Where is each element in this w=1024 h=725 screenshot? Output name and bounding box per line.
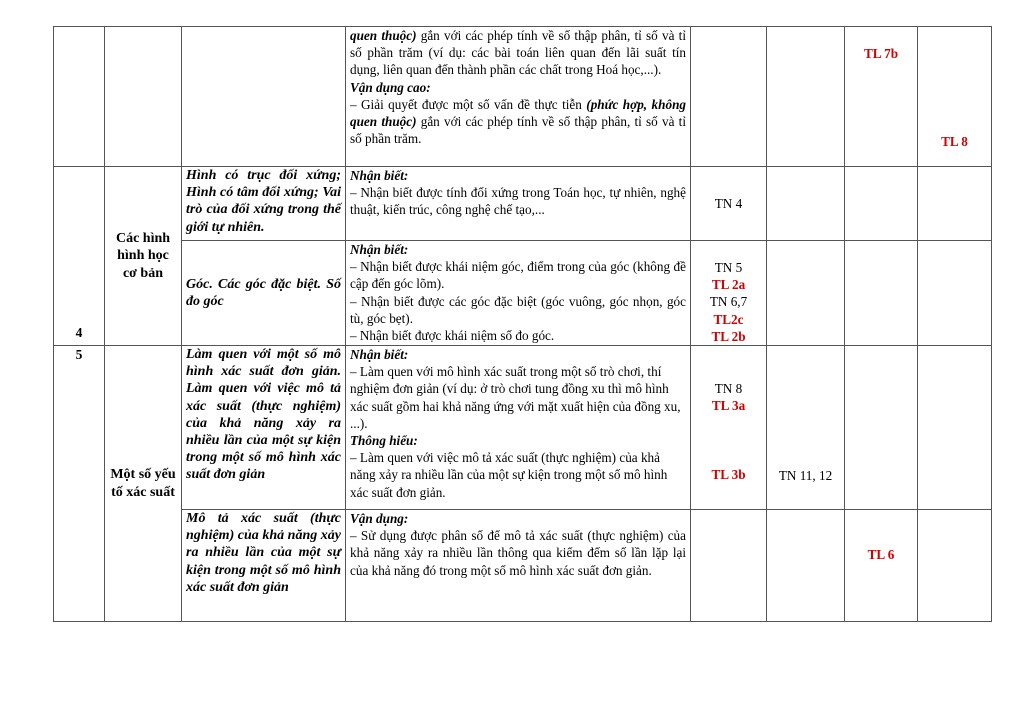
stt-cell: 5 (54, 346, 105, 622)
requirement-text: – Sử dụng được phân số để mô tả xác suất (thực nghiệm) của khả năng xảy ra nhiều lần thông qua kiểm đếm số lần lặp lại của khả năng đó trong một số mô hình xác suất đơn giản. (350, 528, 686, 578)
level-label: Nhận biết: (350, 168, 409, 183)
level-2-cell (767, 27, 845, 167)
table-row (54, 241, 992, 346)
content-cell: Góc. Các góc đặc biệt. Số đo góc (182, 241, 346, 346)
question-code: TL 8 (941, 134, 968, 149)
level-3-cell (845, 241, 918, 346)
question-code: TL2c (713, 311, 744, 327)
level-label: Vận dụng: (350, 511, 409, 527)
stt-cell: 4 (54, 167, 105, 346)
level-label: Thông hiểu: (350, 433, 418, 449)
question-code: TL 3b (711, 467, 746, 483)
table-row (54, 167, 992, 241)
level-1-cell (691, 510, 767, 622)
requirement-text: – Nhận biết được khái niệm số đo góc. (350, 328, 555, 344)
content-cell: Làm quen với một số mô hình xác suất đơn giản. Làm quen với việc mô tả xác suất (thực nghiệm) của khả năng xảy ra nhiều lần của một sự kiện trong một số mô hình xác suất đơn giản (182, 346, 346, 510)
stt-cell (54, 27, 105, 167)
assessment-matrix-table (53, 26, 992, 622)
requirement-text: gắn với các phép tính về số thập phân, tỉ số và tỉ số phần trăm (ví dụ: các bài toán liên quan đến lãi suất tín dụng, liên quan đến thành phần các chất trong Hoá học,...). (350, 28, 686, 78)
requirement-cell (346, 27, 691, 167)
content-cell (182, 27, 346, 167)
table-row (54, 346, 992, 510)
question-code: TN 4 (714, 195, 743, 211)
level-label: Nhận biết: (350, 347, 409, 363)
question-code: TN 8 (714, 381, 743, 397)
level-4-cell (918, 510, 992, 622)
requirement-text: – Giải quyết được một số vấn đề thực tiễn (350, 96, 587, 112)
level-2-cell (767, 510, 845, 622)
topic-cell: Một số yếu tố xác suất (105, 346, 182, 622)
level-4-cell (918, 346, 992, 510)
level-4-cell (918, 241, 992, 346)
level-1-cell (691, 27, 767, 167)
topic-cell: Các hình hình học cơ bản (105, 167, 182, 346)
content-cell: Mô tả xác suất (thực nghiệm) của khả năng xảy ra nhiều lần của một sự kiện trong một số mô hình xác suất đơn giản (182, 510, 346, 622)
requirement-cell (346, 346, 691, 510)
level-3-cell (845, 346, 918, 510)
requirement-text: – Nhận biết được khái niệm góc, điểm trong của góc (không đề cập đến góc lõm). (350, 259, 686, 292)
requirement-text: – Nhận biết được các góc đặc biệt (góc vuông, góc nhọn, góc tù, góc bẹt). (350, 293, 686, 326)
level-1-cell (691, 167, 767, 241)
table-row (54, 27, 992, 167)
question-code: TL 3a (711, 398, 746, 414)
table-row (54, 510, 992, 622)
level-3-cell (845, 510, 918, 622)
content-cell: Hình có trục đối xứng; Hình có tâm đối xứng; Vai trò của đối xứng trong thế giới tự nhiên. (182, 167, 346, 241)
requirement-cell (346, 167, 691, 241)
level-label: Vận dụng cao: (350, 79, 431, 95)
requirement-text: – Nhận biết được tính đối xứng trong Toán học, tự nhiên, nghệ thuật, kiến trúc, công nghệ chế tạo,... (350, 185, 686, 218)
requirement-cell (346, 510, 691, 622)
level-1-cell (691, 241, 767, 346)
question-code: TN 6,7 (709, 294, 748, 310)
level-2-cell (767, 167, 845, 241)
level-3-cell (845, 167, 918, 241)
question-code: TL 6 (867, 547, 895, 563)
requirement-emphasis: (phức hợp, không quen thuộc) (350, 96, 686, 130)
topic-cell (105, 27, 182, 167)
level-label: Nhận biết: (350, 242, 409, 257)
requirement-text: gắn với các phép tính về số thập phân, tỉ số và tỉ số phần trăm. (350, 114, 686, 147)
level-4-cell (918, 167, 992, 241)
level-4-cell (918, 27, 992, 167)
question-code: TN 5 (714, 260, 743, 275)
requirement-text: – Làm quen với việc mô tả xác suất (thực nghiệm) của khả năng xảy ra nhiều lần của một sự kiện trong một số mô hình xác suất đơn giản. (350, 450, 668, 500)
level-3-cell (845, 27, 918, 167)
level-2-cell (767, 241, 845, 346)
question-code: TN 11, 12 (778, 468, 833, 484)
requirement-text: – Làm quen với mô hình xác suất trong một số trò chơi, thí nghiệm đơn giản (ví dụ: ở trò chơi tung đồng xu thì mô hình xác suất gồm hai khả năng ứng với mặt xuất hiện của đồng xu, ...). (350, 364, 681, 431)
requirement-emphasis: quen thuộc) (350, 28, 417, 43)
level-1-cell (691, 346, 767, 510)
question-code: TL 2b (711, 328, 746, 344)
question-code: TL 2a (711, 277, 746, 293)
level-2-cell (767, 346, 845, 510)
requirement-cell (346, 241, 691, 346)
question-code: TL 7b (863, 46, 899, 61)
